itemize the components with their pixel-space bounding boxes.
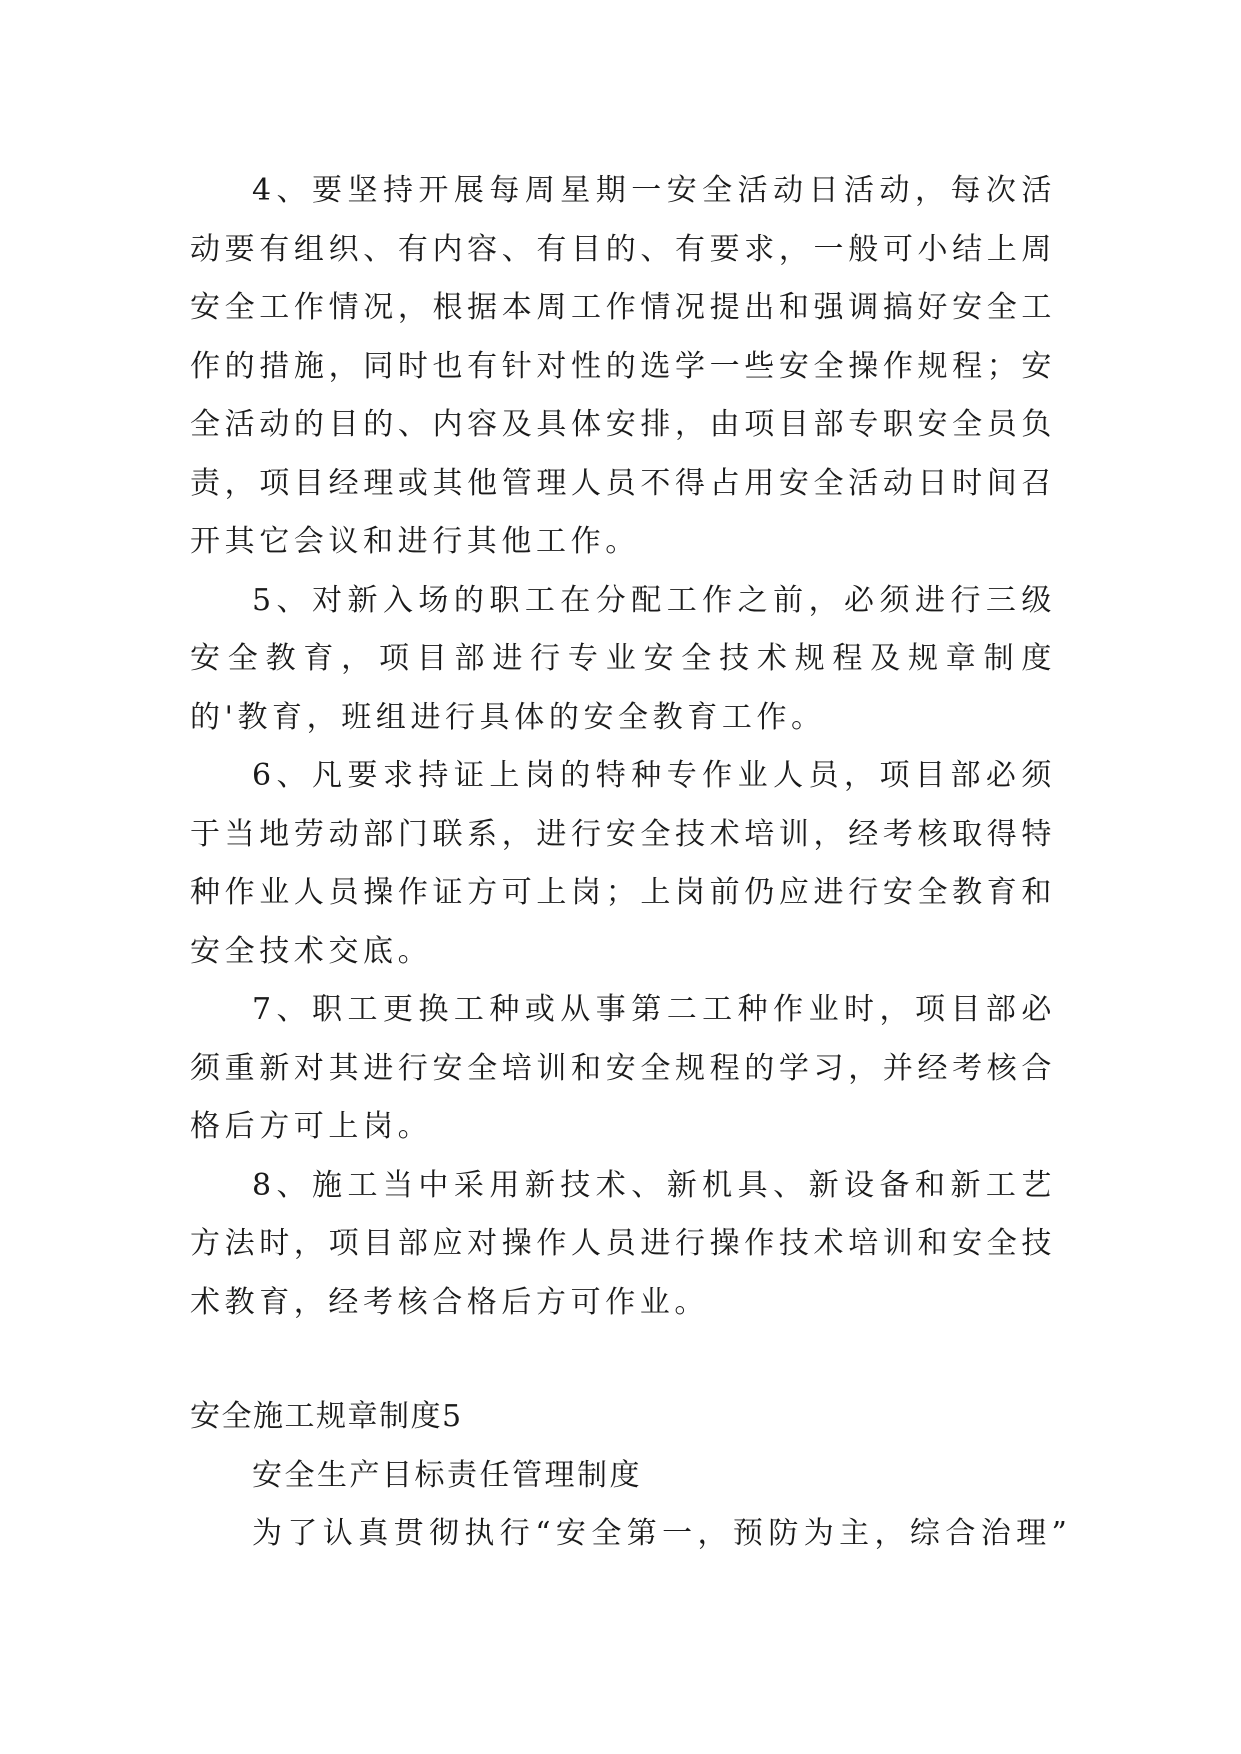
paragraph-intro: 为了认真贯彻执行“安全第一，预防为主，综合治理” bbox=[252, 1516, 1073, 1551]
paragraph-item-7: 7、职工更换工种或从事第二工种作业时，项目部必须重新对其进行安全培训和安全规程的学习，并经考核合格后方可上岗。 bbox=[190, 992, 1056, 1144]
paragraph-item-4: 4、要坚持开展每周星期一安全活动日活动，每次活动要有组织、有内容、有目的、有要求，一般可小结上周安全工作情况，根据本周工作情况提出和强调搞好安全工作的措施，同时也有针对性的选学一些安全操作规程；安全活动的目的、内容及具体安排，由项目部专职安全员负责，项目经理或其他管理人员不得占用安全活动日时间召开其它会议和进行其他工作。 bbox=[190, 173, 1056, 559]
paragraph-item-5: 5、对新入场的职工在分配工作之前，必须进行三级安全教育，项目部进行专业安全技术规程及规章制度的'教育，班组进行具体的安全教育工作。 bbox=[190, 582, 1056, 735]
section-heading: 安全施工规章制度5 bbox=[190, 1399, 463, 1434]
paragraph-item-6: 6、凡要求持证上岗的特种专作业人员，项目部必须于当地劳动部门联系，进行安全技术培训，经考核取得特种作业人员操作证方可上岗；上岗前仍应进行安全教育和安全技术交底。 bbox=[190, 758, 1056, 969]
document-page bbox=[190, 162, 1073, 1564]
section-subheading: 安全生产目标责任管理制度 bbox=[252, 1457, 642, 1493]
paragraph-item-8: 8、施工当中采用新技术、新机具、新设备和新工艺方法时，项目部应对操作人员进行操作技术培训和安全技术教育，经考核合格后方可作业。 bbox=[190, 1167, 1056, 1320]
